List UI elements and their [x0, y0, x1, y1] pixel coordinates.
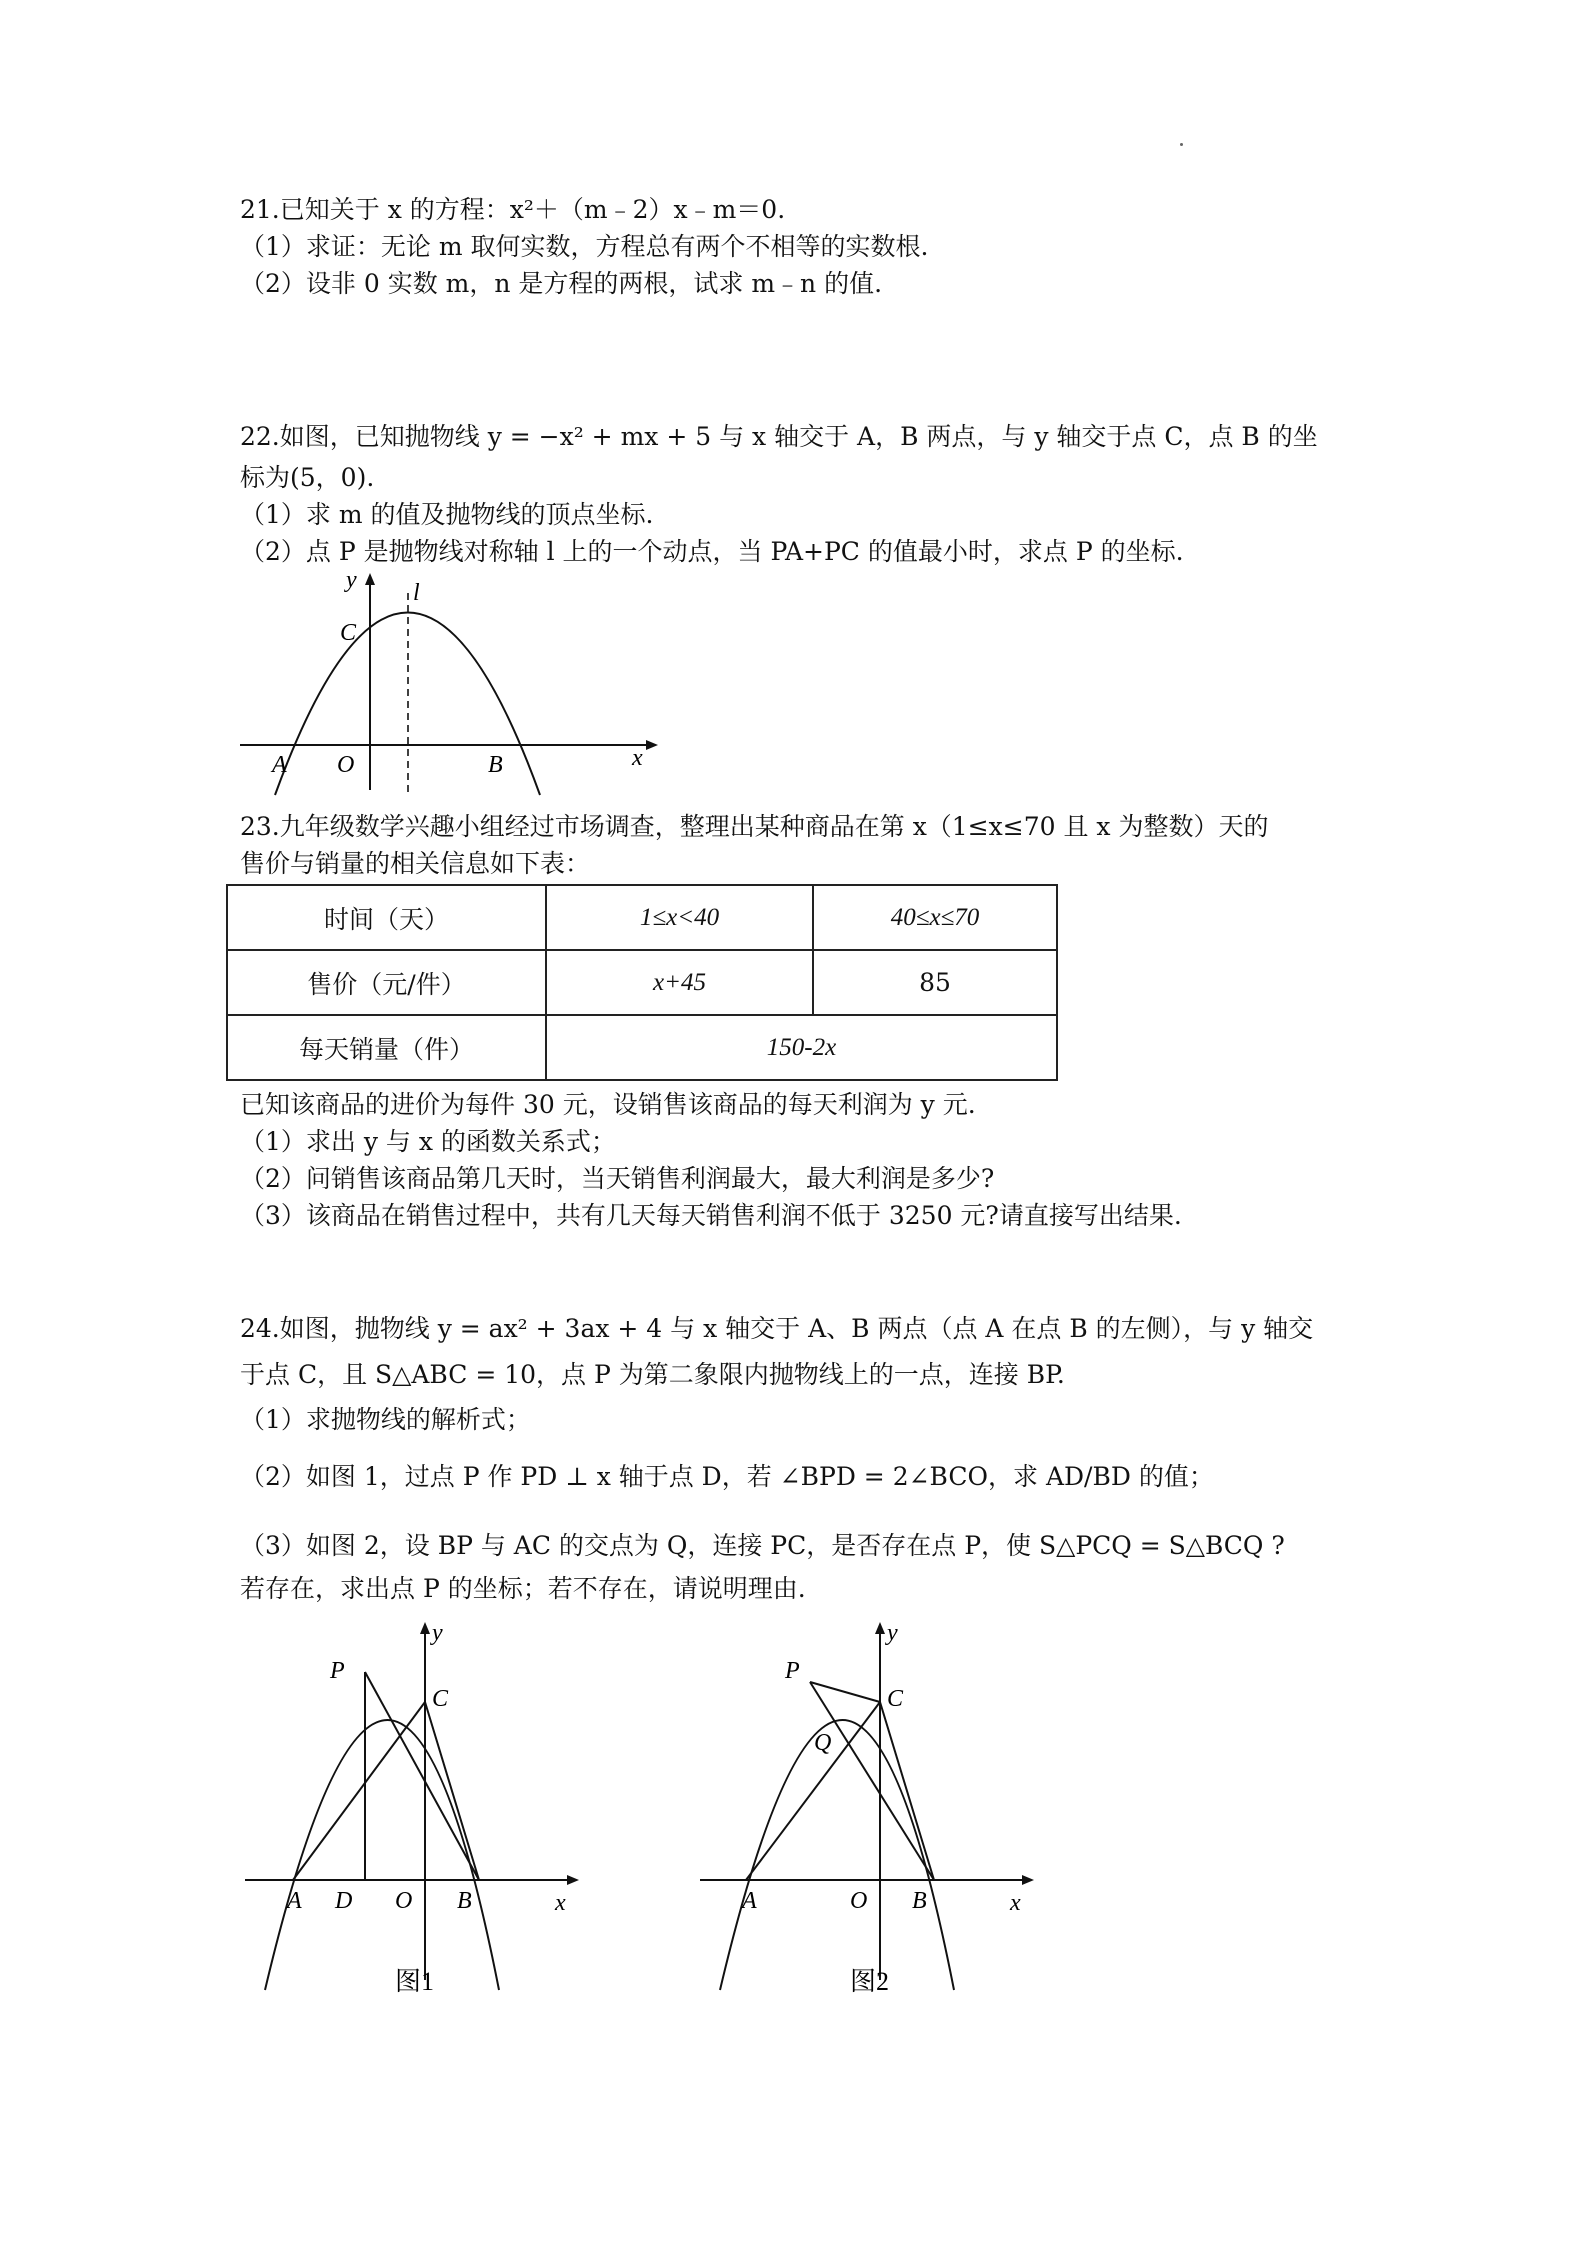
label-D: D — [335, 1888, 353, 1914]
q23-part1: （1）求出 y 与 x 的函数关系式； — [240, 1127, 616, 1156]
label-y: y — [432, 1620, 443, 1646]
table-cell: 85 — [813, 950, 1057, 1015]
label-Q: Q — [814, 1730, 832, 1756]
table-cell: 40≤x≤70 — [813, 885, 1057, 950]
table-cell: x+45 — [546, 950, 813, 1015]
q23-stem-line2: 售价与销量的相关信息如下表： — [240, 849, 591, 878]
label-x: x — [1010, 1890, 1021, 1916]
label-O: O — [395, 1888, 413, 1914]
q24-stem-line2: 于点 C，且 S△ABC = 10，点 P 为第二象限内抛物线上的一点，连接 BP. — [240, 1360, 1065, 1389]
table-row — [227, 885, 1057, 950]
q24-figure-2 — [690, 1610, 1050, 2020]
label-O: O — [850, 1888, 868, 1914]
label-O: O — [337, 752, 355, 778]
q22-parabola-figure — [230, 565, 670, 805]
q21-part2: （2）设非 0 实数 m，n 是方程的两根，试求 m﹣n 的值. — [240, 269, 883, 298]
label-B: B — [488, 752, 503, 778]
figure-caption: 图1 — [395, 1967, 435, 1996]
q23-stem-line1: 23.九年级数学兴趣小组经过市场调查，整理出某种商品在第 x（1≤x≤70 且 x 为整数）天的 — [240, 812, 1269, 841]
label-P: P — [330, 1658, 345, 1684]
q24-part3-line2: 若存在，求出点 P 的坐标；若不存在，请说明理由. — [240, 1574, 806, 1603]
label-l: l — [413, 580, 420, 606]
label-B: B — [457, 1888, 472, 1914]
table-row — [227, 950, 1057, 1015]
table-cell: 时间（天） — [227, 885, 546, 950]
q23-part2: （2）问销售该商品第几天时，当天销售利润最大，最大利润是多少? — [240, 1164, 995, 1193]
q21-stem: 21.已知关于 x 的方程：x²＋（m﹣2）x﹣m＝0. — [240, 195, 786, 224]
segment-AC — [746, 1702, 880, 1880]
label-A: A — [272, 752, 287, 778]
x-axis-arrow-icon — [646, 740, 658, 750]
label-x: x — [632, 745, 643, 771]
label-C: C — [887, 1686, 904, 1712]
table-cell: 每天销量（件） — [227, 1015, 546, 1080]
table-cell: 1≤x<40 — [546, 885, 813, 950]
label-C: C — [432, 1686, 449, 1712]
q22-stem-line1: 22.如图，已知抛物线 y = −x² + mx + 5 与 x 轴交于 A，B 两点，与 y 轴交于点 C，点 B 的坐 — [240, 422, 1318, 451]
q24-part2: （2）如图 1，过点 P 作 PD ⊥ x 轴于点 D，若 ∠BPD = 2∠BCO，求 AD/BD 的值； — [240, 1462, 1214, 1491]
q22-part1: （1）求 m 的值及抛物线的顶点坐标. — [240, 500, 654, 529]
segment-CB — [425, 1702, 479, 1880]
segment-AC — [293, 1702, 425, 1880]
segment-CB — [880, 1702, 934, 1880]
q23-after-table: 已知该商品的进价为每件 30 元，设销售该商品的每天利润为 y 元. — [240, 1090, 976, 1119]
segment-PB — [365, 1672, 479, 1880]
x-axis-arrow-icon — [567, 1875, 579, 1885]
y-axis-arrow-icon — [365, 573, 375, 585]
label-B: B — [912, 1888, 927, 1914]
q21-part1: （1）求证：无论 m 取何实数，方程总有两个不相等的实数根. — [240, 232, 929, 261]
q24-part1: （1）求抛物线的解析式； — [240, 1405, 531, 1434]
x-axis-arrow-icon — [1022, 1875, 1034, 1885]
scan-speck — [1180, 143, 1183, 146]
q22-stem-line2: 标为(5，0). — [240, 463, 375, 492]
figure-caption: 图2 — [850, 1967, 890, 1996]
label-A: A — [287, 1888, 302, 1914]
label-A: A — [742, 1888, 757, 1914]
q24-stem-line1: 24.如图，抛物线 y = ax² + 3ax + 4 与 x 轴交于 A、B 两点（点 A 在点 B 的左侧），与 y 轴交 — [240, 1314, 1314, 1343]
y-axis-arrow-icon — [420, 1622, 430, 1634]
q24-part3-line1: （3）如图 2，设 BP 与 AC 的交点为 Q，连接 PC，是否存在点 P，使 S△PCQ = S△BCQ ? — [240, 1531, 1285, 1560]
label-y: y — [887, 1620, 898, 1646]
label-y: y — [346, 567, 357, 593]
q24-figure-1 — [235, 1610, 595, 2020]
table-cell: 150-2x — [546, 1015, 1057, 1080]
label-P: P — [785, 1658, 800, 1684]
table-row — [227, 1015, 1057, 1080]
y-axis-arrow-icon — [875, 1622, 885, 1634]
label-C: C — [340, 620, 357, 646]
q23-part3: （3）该商品在销售过程中，共有几天每天销售利润不低于 3250 元?请直接写出结果. — [240, 1201, 1182, 1230]
q22-part2: （2）点 P 是抛物线对称轴 l 上的一个动点，当 PA+PC 的值最小时，求点 P 的坐标. — [240, 537, 1184, 566]
table-cell: 售价（元/件） — [227, 950, 546, 1015]
label-x: x — [555, 1890, 566, 1916]
price-sales-table — [226, 884, 1058, 1081]
